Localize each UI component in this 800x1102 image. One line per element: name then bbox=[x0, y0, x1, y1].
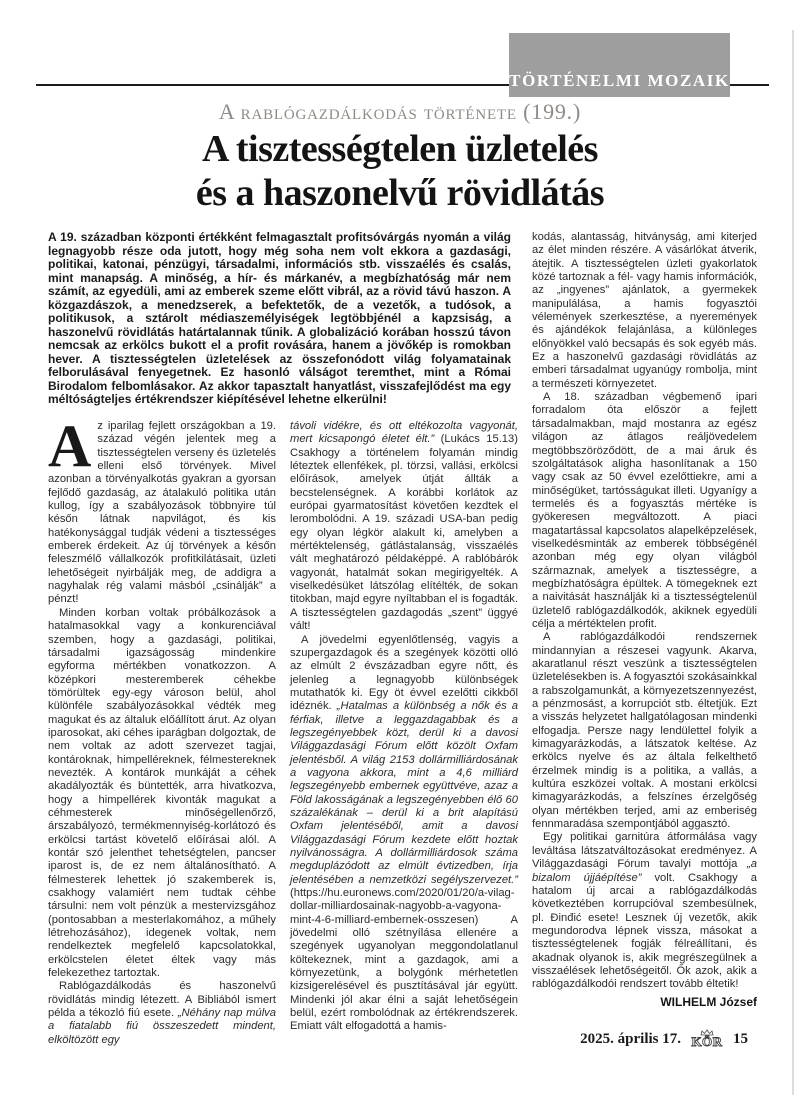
section-tag-label: TÖRTÉNELMI MOZAIK bbox=[509, 71, 730, 90]
body-column-1 bbox=[48, 413, 276, 1047]
page-number: 15 bbox=[733, 1030, 748, 1047]
paragraph: A jövedelmi egyenlőtlenség, vagyis a szupergazdagok és a szegények közötti olló az elmúlt 2 évszázadban egyre nőtt, és jelenleg a legnagyobb különbségek mutathatók ki. Egy öt évvel ezelőtti cikkből idéznék. „Hatalmas a különbség a nők és a férfiak, illetve a leggazdagabbak és a legszegényebbek közt, derül ki a davosi Világgazdasági Fórum előtt közölt Oxfam jelentésből. A világ 2153 dollármilliárdosának a vagyona akkora, mint a 4,6 milliárd legszegényebb embernek együttvéve, azaz a Föld lakosságának a legszegényebben élő 60 százalékának – derül ki a brit alapítású Oxfam jelentéséből, amit a davosi Világgazdasági Fórum kezdete előtt hoztak nyilvánosságra. A dollármilliárdosok száma megduplázódott az elmúlt évtizedben, írja jelentésében a nemzetközi segélyszervezet.” (https://hu.euronews.com/2020/01/20/a-vilag-dollar-milliardosainak-nagyobb-a-vagyona-mint-4-6-milliard-embernek-osszesen) A jövedelmi olló szétnyílása ellenére a szegények ugyanolyan meggondolatlanul költekeznek, mint a gazdagok, ami a környezetünk, a bolygónk mérhetetlen kizsigerelésével és pusztításával jár együtt. Mindenki jól akar élni a saját lehetőségein belül, ezért rombolódnak az értékrendszerek. Emiatt vált elfogadottá a hamis- bbox=[290, 633, 519, 1033]
footer-date: 2025. április 17. bbox=[580, 1030, 681, 1047]
kor-logo-icon bbox=[690, 1029, 724, 1049]
paragraph: A rablógazdálkodói rendszernek mindannyian a részesei vagyunk. Akarva, akaratlanul részt veszünk a tisztességtelen üzletelésekben is. A fogyasztói szokásainkkal a rabszolgamunkát, a környezetszennyezést, a pénzmosást, a korrupciót stb. éltetjük. Ezt a visszás helyzetet hallgatólagosan mindenki elfogadja. Persze nagy lendülettel folyik a kimagyarázkodás, a látszatok keltése. Az erkölcs nyelve és az általa felkelthető érzelmek mindig is a politika, a vallás, a kultúra eszközei voltak. A mostani erkölcsi kimagyarázkodás, a felszínes érzelgőség olyan mértékben terjed, ami az emberiség fennmaradása szempontjából aggasztó. bbox=[532, 631, 757, 831]
lead-paragraph: A 19. században központi értékként felmagasztalt profitsóvárgás nyomán a világ legnagyobb része oda jutott, hogy még soha nem volt ekkora a gazdasági, politikai, katonai, pénzügyi, társadalmi, információs stb. visszaélés és csalás, mint manapság. A minőség, a hír- és márkanév, a megbízhatóság már nem számít, az egyedüli, ami az emberek szeme előtt vibrál, az a rövid távú haszon. A közgazdászok, a menedzserek, a befektetők, de a vezetők, a tudósok, a politikusok, a sztárolt médiaszemélyiségek legtöbbjénél a kapzsiság, a haszonelvű rövidlátás határtalannak tűnik. A globalizáció korában hosszú távon nemcsak az erkölcs bukott el a profit rovására, hanem a jövőkép is romokban hever. A tisztességtelen üzletelések az összefonódott világ folyamatainak felborulásával fenyegetnek. Ez hasonló válságot teremthet, mint a Római Birodalom felbomlásakor. Az akkor tapasztalt hanyatlást, visszafejlődést ma egy méltóságteljes értékrendszer kiépítésével lehetne elkerülni! bbox=[48, 230, 511, 406]
paragraph: A 18. században végbemenő ipari forradalom óta először a fejlett társadalmakban, majd mostanra az egész világon az átlagos reáljövedelem megtöbbszöröződött, de a mai áruk és szolgáltatások aligha hasonlítanak a 150 vagy csak az 50 évvel ezelőttiekre, ami a minőségüket, tartósságukat illeti. Ugyanígy a termelés és a fogyasztás mértéke is gyökeresen megváltozott. A piaci magatartással kapcsolatos alapelképzelések, viselkedésminták az emberek többségénél azonban még egy olyan világból származnak, amelyek a tisztességre, a megbízhatóságra épültek. A tömegeknek ezt a naivitását használják ki a tisztességtelenül üzletelő rablógazdálkodók, akiknek egyedüli célja a mértéktelen profit. bbox=[532, 391, 757, 630]
author-name: WILHELM József bbox=[660, 994, 757, 1009]
svg-text:KÖR: KÖR bbox=[691, 1034, 723, 1049]
paragraph: távoli vidékre, és ott eltékozolta vagyonát, mert kicsapongó életet élt.” (Lukács 15.13) Csakhogy a történelem folyamán mindig léteztek ellenfékek, pl. törzsi, vallási, erkölcsi előírások, amelyek útját állták a becstelenségnek. A korábbi korlátok az európai gyarmatosítást követően kezdtek el lerombolódni. A 19. századi USA-ban pedig egy olyan légkör alakult ki, amelyben a mértéktelenség, gátlástalanság, visszaélés vált meghatározó példaképpé. A rablóbárók vagyonát, hatalmát sokan megirigyelték. A viselkedésüket látszólag elítélték, de sokan titokban, majd egyre nyíltabban el is fogadták. A tisztességtelen gazdagodás „szent” üggyé vált! bbox=[290, 420, 518, 633]
drop-cap: A bbox=[48, 413, 92, 479]
body-column-3 bbox=[532, 231, 757, 1009]
article-title-line2: és a haszonelvű rövidlátás bbox=[195, 172, 605, 214]
article-title bbox=[0, 127, 800, 215]
paragraph: Minden korban voltak próbálkozások a hatalmasokkal vagy a konkurenciával szemben, hogy a gazdasági, politikai, társadalmi igazságosság mindenkire egyforma mértékben vonatkozzon. A középkori mesteremberek céhekbe tömörültek egy-egy városon belül, ahol különféle szabályozásokkal védték meg magukat és az általuk előállított árut. Az olyan iparosokat, aki céhes iparágban dolgoztak, de nem voltak az adott szervezet tagjai, kontároknak, himpelléreknek, félmestereknek nevezték. A kontárok munkáját a céhek akadályozták és büntették, arra hivatkozva, hogy a himpellérek kivonták magukat a céhmesterek minőségellenőrző, árszabályozó, termékmennyiség-korlátozó és erkölcsi tartást követelő előírásai alól. A kontár szó jelenthet tehetségtelen, pancser iparost is, de ez nem általánosítható. A félmesterek lehettek jó szakemberek is, csakhogy valamiért nem tudtak céhbe társulni: nem volt pénzük a mestervizsgához (pontosabban a mesterlakomához, a műhely létrehozásához), idegenek voltak, nem rendelkeztek megfelelő kapcsolatokkal, erkölcstelen életet éltek vagy más felekezethez tartoztak. bbox=[48, 606, 276, 980]
section-tag-box bbox=[509, 33, 730, 97]
paragraph: Egy politikai garnitúra átformálása vagy leváltása látszatváltozásokat eredményez. A Világgazdasági Fórum tavalyi mottója „a bizalom újjáépítése” volt. Csakhogy a hatalom új arcai a rablógazdálkodás következtében korrupcióval szembesülnek, pl. Đinđić esete! Lesznek új vezetők, akik megundorodva lépnek vissza, másokat a tisztességtelenek fogják félreállítani, és akadnak olyanok is, akik megrészegülnek a visszaélések lehetőségeitől. Ők azok, akik a rablógazdálkodói rendszert tovább éltetik! bbox=[532, 831, 757, 991]
body-column-2 bbox=[290, 420, 518, 1034]
paragraph: kodás, alantasság, hitványság, ami kiterjed az élet minden részére. A vásárlókat átverik, átejtik. A tisztességtelen üzleti gyakorlatok közé tartoznak a fél- vagy hamis információk, az „ingyenes” ajánlatok, a gyermekek manipulálása, a hamis fogyasztói vélemények szerkesztése, a nyeremények és ajándékok felajánlása, a különleges előnyökkel való becsapás és sok egyéb más. Ez a haszonelvű gazdasági rövidlátás az emberi társadalmat ugyanúgy rombolja, mint a természeti környezetet. bbox=[532, 231, 757, 390]
article-title-line1: A tisztességtelen üzletelés bbox=[202, 128, 598, 170]
series-title: A rablógazdálkodás története (199.) bbox=[218, 99, 582, 124]
paragraph: Rablógazdálkodás és haszonelvű rövidlátás mindig létezett. A Bibliából ismert példa a tékozló fiú esete. „Néhány nap múlva a fiatalabb fiú összeszedett mindent, elköltözött egy bbox=[48, 980, 276, 1046]
paragraph: Az iparilag fejlett országokban a 19. század végén jelentek meg a tisztességtelen verseny és üzletelés elleni első törvények. Mivel azonban a törvényalkotás gyakran a gyorsan fejlődő gazdaság, az átalakuló politika után kullog, így a szabályozások többnyire túl későn látnak napvilágot, és kis hatékonysággal tudják védeni a tisztességes emberek érdekeit. Az új törvények a későn feleszmélő vállalkozók profitkilátásait, üzleti lehetőségeit nyirbálják meg, de addigra a nagyhalak rég valami másból „csinálják” a pénzt! bbox=[48, 413, 276, 606]
page-footer bbox=[580, 1029, 748, 1049]
scan-edge-line bbox=[792, 30, 794, 1095]
